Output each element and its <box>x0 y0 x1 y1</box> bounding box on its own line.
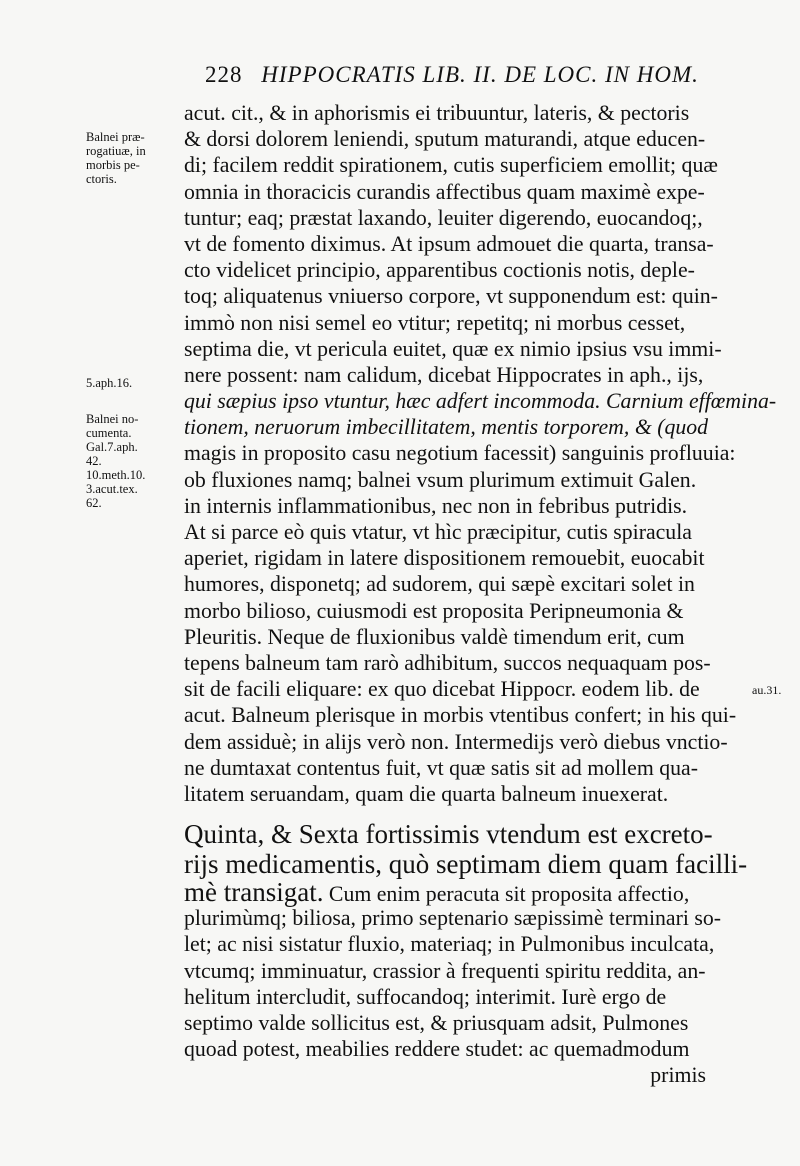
running-title: HIPPOCRATIS LIB. II. DE LOC. IN HOM. <box>261 62 699 87</box>
section-heading-tail: mè transigat. <box>184 877 324 908</box>
text-line: cto videlicet principio, apparentibus coctionis notis, deple- <box>184 258 695 283</box>
text-line: nere possent: nam calidum, dicebat Hippocrates in aph., ijs, <box>184 362 704 387</box>
catchword: primis <box>650 1063 706 1088</box>
text-line: vt de fomento diximus. At ipsum admouet die quarta, transa- <box>184 231 714 256</box>
text-line: helitum intercludit, suffocandoq; interimit. Iurè ergo de <box>184 984 667 1009</box>
right-margin-note: au.31. <box>752 683 782 697</box>
text-line: quoad potest, meabilies reddere studet: ac quemadmodum <box>184 1037 690 1062</box>
text-line: omnia in thoracicis curandis affectibus quam maximè expe- <box>184 179 705 204</box>
text-line: humores, disponetq; ad sudorem, qui sæpè excitari solet in <box>184 572 695 597</box>
text-line: septima die, vt pericula euitet, quæ ex nimio ipsius vsu immi- <box>184 336 722 361</box>
text-line: tuntur; eaq; præstat laxando, leuiter digerendo, euocandoq;, <box>184 205 703 230</box>
running-header <box>205 62 725 88</box>
text-line: tepens balneum tam rarò adhibitum, succos nequaquam pos- <box>184 650 711 675</box>
section-heading-line: rijs medicamentis, quò septimam diem quam facilli- <box>184 849 748 880</box>
text-line: magis in proposito casu negotium facessit) sanguinis profluuia: <box>184 441 736 466</box>
text-line: dem assiduè; in alijs verò non. Intermedijs verò diebus vnctio- <box>184 729 728 754</box>
text-line: toq; aliquatenus vniuerso corpore, vt supponendum est: quin- <box>184 284 718 309</box>
section-heading-line-mixed <box>184 877 774 908</box>
margin-note-aphorism-ref: 5.aph.16. <box>86 376 133 390</box>
text-line: acut. cit., & in aphorismis ei tribuuntur, lateris, & pectoris <box>184 101 690 125</box>
text-line-continuation: Cum enim peracuta sit proposita affectio, <box>323 882 690 907</box>
text-line: aperiet, rigidam in latere dispositionem remouebit, euocabit <box>184 546 705 571</box>
margin-note-balnei-nocumenta: Balnei no- cumenta. Gal.7.aph. 42. 10.meth.10. 3.acut.tex. 62. <box>86 412 146 510</box>
text-line-italic: tionem, neruorum imbecillitatem, mentis torporem, & (quod <box>184 415 709 440</box>
text-line: ob fluxiones namq; balnei vsum plurimum extimuit Galen. <box>184 467 697 492</box>
text-line: immò non nisi semel eo vtitur; repetitq; ni morbus cesset, <box>184 310 686 335</box>
text-line: let; ac nisi sistatur fluxio, materiaq; in Pulmonibus inculcata, <box>184 932 715 957</box>
text-line: & dorsi dolorem leniendi, sputum maturandi, atque educen- <box>184 127 706 152</box>
text-line: vtcumq; imminuatur, crassior à frequenti spiritu reddita, an- <box>184 958 706 983</box>
margin-note-balnei-praerogatiuae: Balnei præ- rogatiuæ, in morbis pe- ctoris. <box>86 130 146 186</box>
text-line-italic: qui sæpius ipso vtuntur, hæc adfert incommoda. Carnium effœmina- <box>184 389 777 414</box>
text-line: plurimùmq; biliosa, primo septenario sæpissimè terminari so- <box>184 906 721 931</box>
text-line: sit de facili eliquare: ex quo dicebat Hippocr. eodem lib. de <box>184 677 700 702</box>
text-line: Pleuritis. Neque de fluxionibus valdè timendum erit, cum <box>184 624 685 649</box>
text-line: septimo valde sollicitus est, & priusquam adsit, Pulmones <box>184 1011 689 1035</box>
text-line: litatem seruandam, quam die quarta balneum inuexerat. <box>184 781 669 806</box>
main-text-block <box>184 100 777 1089</box>
paragraph-gap <box>184 807 774 819</box>
page-number: 228 <box>205 62 243 87</box>
text-line: ne dumtaxat contentus fuit, vt quæ satis sit ad mollem qua- <box>184 755 698 780</box>
text-line: di; facilem reddit spirationem, cutis superficiem emollit; quæ <box>184 153 718 178</box>
text-line: in internis inflammationibus, nec non in febribus putridis. <box>184 493 688 518</box>
text-line: acut. Balneum plerisque in morbis vtentibus confert; in his qui- <box>184 703 737 728</box>
section-heading-line: Quinta, & Sexta fortissimis vtendum est excreto- <box>184 819 713 850</box>
text-line: morbo bilioso, cuiusmodi est proposita Peripneumonia & <box>184 598 684 623</box>
text-line: At si parce eò quis vtatur, vt hìc præcipitur, cutis spiracula <box>184 520 692 544</box>
